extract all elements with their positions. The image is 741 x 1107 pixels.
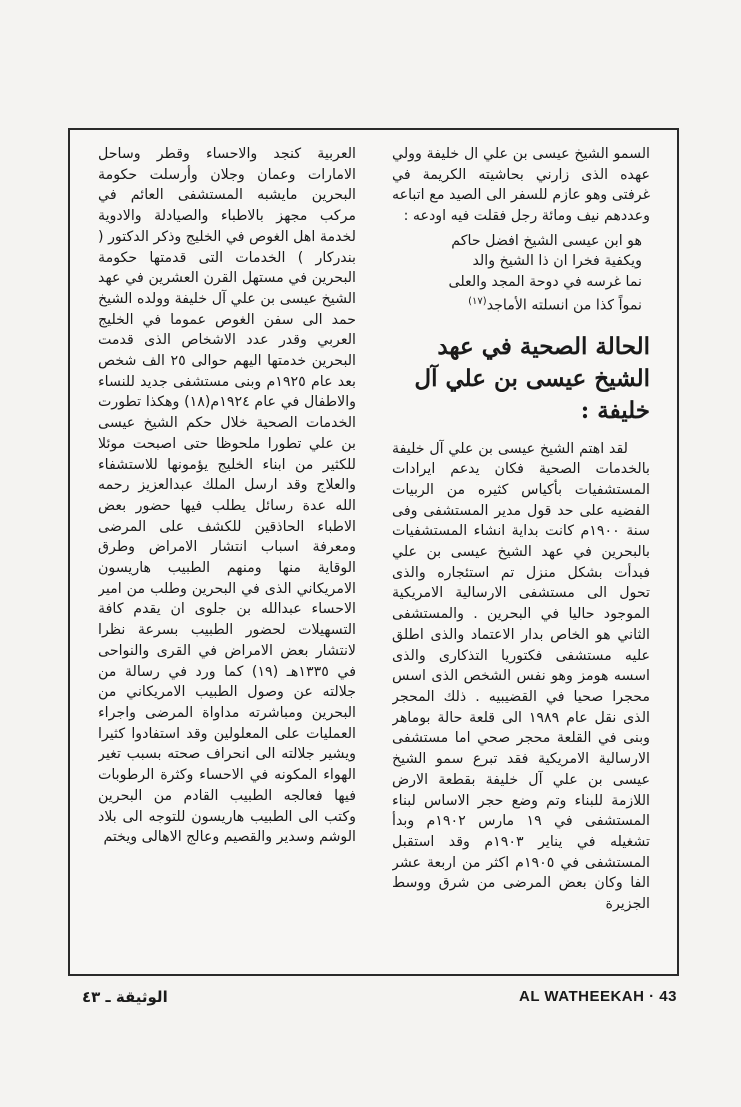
intro-paragraph: السمو الشيخ عيسى بن علي ال خليفة وولي عهده الذى زارني بحاشيته الكريمة في غرفتى وهو عازم للسفر الى الصيد مع اتباعه وعددهم نيف ومائة رجل فقلت فيه اودعه :: [392, 146, 650, 225]
left-column: [98, 144, 356, 970]
page-frame: [68, 128, 679, 976]
poem-line: هو ابن عيسى الشيخ افضل حاكم: [451, 232, 642, 249]
right-column: [392, 144, 650, 970]
poem-line-text: نمواً كذا من انسلته الأماجد: [486, 298, 642, 315]
section-heading: الحالة الصحية في عهد الشيخ عيسى بن علي آل خليفة :: [414, 332, 650, 424]
poem-line: ويكفية فخرا ان ذا الشيخ والد: [472, 253, 642, 270]
footnote-ref: (١٧): [468, 296, 487, 308]
footer-arabic-page-label: الوثيقة ـ ٤٣: [82, 988, 168, 1006]
poem-line: نما غرسه في دوحة المجد والعلى: [448, 273, 642, 290]
body-paragraph: لقد اهتم الشيخ عيسى بن علي آل خليفة بالخدمات الصحية فكان يدعم ايرادات المستشفيات بأكياس كثيره من الربيات الفضيه على حد قول مدير المستشفى وفى سنة ١٩٠٠م كانت بداية انشاء المستشفيات بالبحرين في عهد الشيخ عيسى بن علي فبدأت بشكل منزل تم استئجاره والذى تحول الى مستشفى الارسالية الامريكية الموجود حاليا في البحرين . والمستشفى الثاني هو الخاص بدار الاعتماد والذى اطلق عليه مستشفى فكتوريا التذكارى والذى اسسه هومز وهو نفس الشخص الذى اسس محجرا صحيا في القضيبيه . ذلك المحجر الذى نقل عام ١٩٨٩ الى قلعة حالة بوماهر وبنى في القلعة محجر صحي اما مستشفى الارسالية الامريكية فقد تبرع سمو الشيخ عيسى بن علي آل خليفة بقطعة الارض اللازمة للبناء وتم وضع حجر الاساس لبناء المستشفى في ١٩ مارس ١٩٠٢م وبدأ تشغيله في يناير ١٩٠٣م وقد استقبل المستشفى في ١٩٠٥م اكثر من اربعة عشر الفا وكان بعض المرضى من شرق ووسط الجزيرة: [392, 440, 650, 913]
poem-line: [392, 292, 642, 316]
footer-english-page-label: AL WATHEEKAH · 43: [519, 988, 677, 1005]
poem: [392, 231, 650, 317]
body-paragraph-continued: العربية كنجد والاحساء وقطر وساحل الامارات وعمان وجلان وأرسلت حكومة البحرين مايشبه المستشفى العائم في مركب مجهز بالاطباء والصيادلة والادوية لخدمة اهل الغوص في الخليج وذكر الدكتور ( بندركار ) الخدمات التى قدمتها حكومة البحرين في مستهل القرن العشرين في عهد الشيخ عيسى بن علي آل خليفة وولده الشيخ حمد الى سفن الغوص عموما في الخليج العربي وقدر عدد الاشخاص الذى قدمت البحرين خدمتها اليهم حوالى ٢٥ الف شخص بعد عام ١٩٢٥م وبنى مستشفى جديد للنساء والاطفال في عام ١٩٢٤م(١٨) وهكذا تطورت الخدمات الصحية خلال حكم الشيخ عيسى بن علي تطورا ملحوظا حتى اصبحت موئلا للكثير من ابناء الخليج يؤمونها للاستشفاء والعلاج وقد ارسل الملك عبدالعزيز رحمه الله عدة رسائل يطلب فيها حضور بعض الاطباء الحاذقين للكشف على المرضى ومعرفة اسباب انتشار الامراض وطرق الوقاية منها ومنهم الطبيب هاريسون الامريكاني الذى في البحرين وطلب من امير الاحساء عبدالله بن جلوى ان يقدم كافة التسهيلات لحضور الطبيب بسرعة نظرا لانتشار بعض الامراض في القرى والنواحى في ١٣٣٥هـ (١٩) كما ورد في رسالة من جلالته عن وصول الطبيب الامريكاني من البحرين ومباشرته مداواة المرضى واجراء العمليات على المعلولين وقد استفادوا كثيرا ويشير جلالته الى انحراف صحته بسبب تغير الهواء المكونه في الاحساء وكثرة الرطوبات فيها فعالجه الطبيب القادم من البحرين وكتب الى الطبيب هاريسون للتوجه الى بلاد الوشم وسدير والقصيم وعالج الاهالى ويختم: [98, 146, 356, 846]
